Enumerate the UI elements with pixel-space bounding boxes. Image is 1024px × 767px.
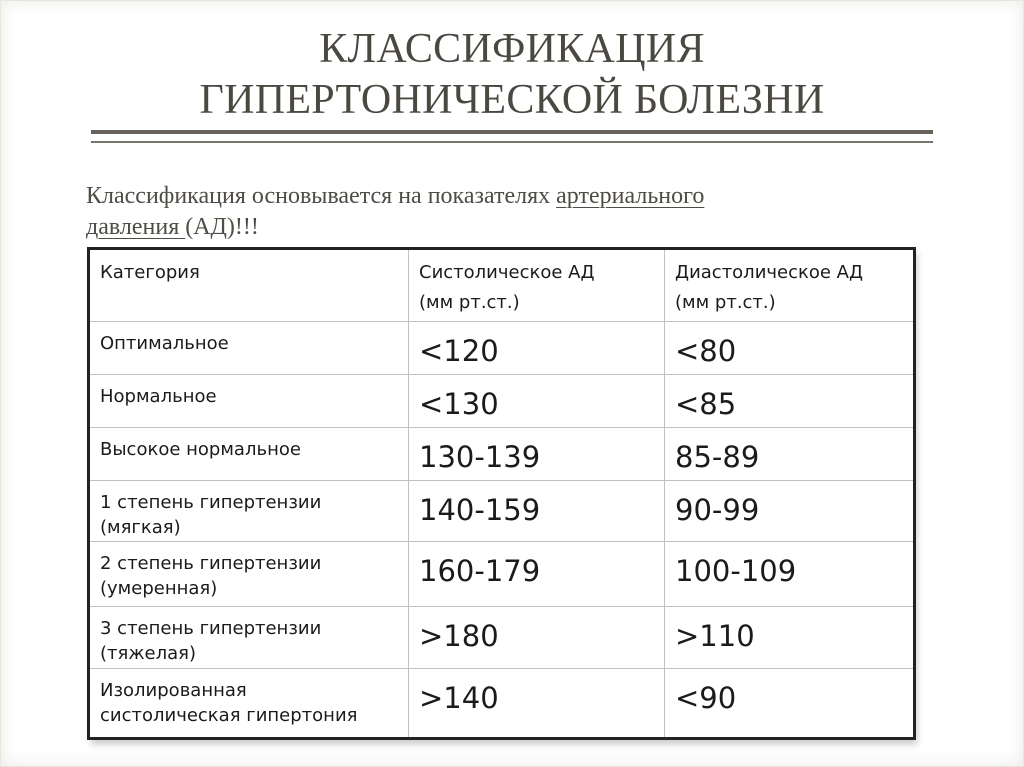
subtitle-suffix: (АД)!!! — [185, 214, 259, 240]
subtitle-prefix: Классификация основывается на показателях — [86, 183, 557, 209]
row-diastolic: 85-89 — [665, 428, 915, 481]
slide-title — [0, 24, 1024, 126]
row-systolic: 160-179 — [409, 542, 665, 607]
row-category-line-1: 1 степень гипертензии — [100, 492, 322, 513]
bp-classification-table-wrapper — [87, 247, 913, 739]
row-category-line-2: систолическая гипертония — [100, 705, 358, 726]
row-category-line-1: Изолированная — [100, 680, 247, 701]
header-category-label: Категория — [100, 262, 200, 283]
title-line-1: КЛАССИФИКАЦИЯ — [319, 26, 705, 72]
table-header-row — [89, 249, 915, 322]
table-row — [89, 669, 915, 739]
row-diastolic: <80 — [665, 322, 915, 375]
table-row — [89, 428, 915, 481]
row-diastolic: 90-99 — [665, 481, 915, 542]
header-systolic — [409, 249, 665, 322]
title-line-2: ГИПЕРТОНИЧЕСКОЙ БОЛЕЗНИ — [199, 77, 825, 123]
table-row — [89, 607, 915, 669]
row-diastolic: <90 — [665, 669, 915, 739]
header-systolic-line-2: (мм рт.ст.) — [419, 292, 520, 313]
row-category: Нормальное — [89, 375, 409, 428]
row-category — [89, 607, 409, 669]
row-systolic: 140-159 — [409, 481, 665, 542]
row-category — [89, 669, 409, 739]
row-category-line-1: 2 степень гипертензии — [100, 553, 322, 574]
table-row — [89, 481, 915, 542]
row-systolic: 130-139 — [409, 428, 665, 481]
row-category: Высокое нормальное — [89, 428, 409, 481]
title-rule-thin — [91, 141, 933, 143]
row-category-line-2: (тяжелая) — [100, 643, 197, 664]
header-diastolic-line-1: Диастолическое АД — [675, 262, 864, 283]
row-systolic: >140 — [409, 669, 665, 739]
table-row — [89, 322, 915, 375]
slide-subtitle — [86, 181, 866, 243]
row-systolic: <120 — [409, 322, 665, 375]
row-systolic: <130 — [409, 375, 665, 428]
header-systolic-line-1: Систолическое АД — [419, 262, 595, 283]
row-category — [89, 481, 409, 542]
row-category — [89, 542, 409, 607]
row-diastolic: <85 — [665, 375, 915, 428]
title-rule-thick — [91, 130, 933, 134]
bp-classification-table — [87, 247, 916, 740]
header-category — [89, 249, 409, 322]
table-row — [89, 375, 915, 428]
subtitle-link-pressure[interactable]: давления — [86, 214, 186, 240]
row-systolic: >180 — [409, 607, 665, 669]
row-diastolic: 100-109 — [665, 542, 915, 607]
table-row — [89, 542, 915, 607]
row-category-line-1: 3 степень гипертензии — [100, 618, 322, 639]
subtitle-link-arterial[interactable]: артериального — [556, 183, 705, 209]
row-category-line-2: (мягкая) — [100, 517, 181, 538]
row-category-line-2: (умеренная) — [100, 578, 218, 599]
row-diastolic: >110 — [665, 607, 915, 669]
header-diastolic — [665, 249, 915, 322]
row-category: Оптимальное — [89, 322, 409, 375]
header-diastolic-line-2: (мм рт.ст.) — [675, 292, 776, 313]
